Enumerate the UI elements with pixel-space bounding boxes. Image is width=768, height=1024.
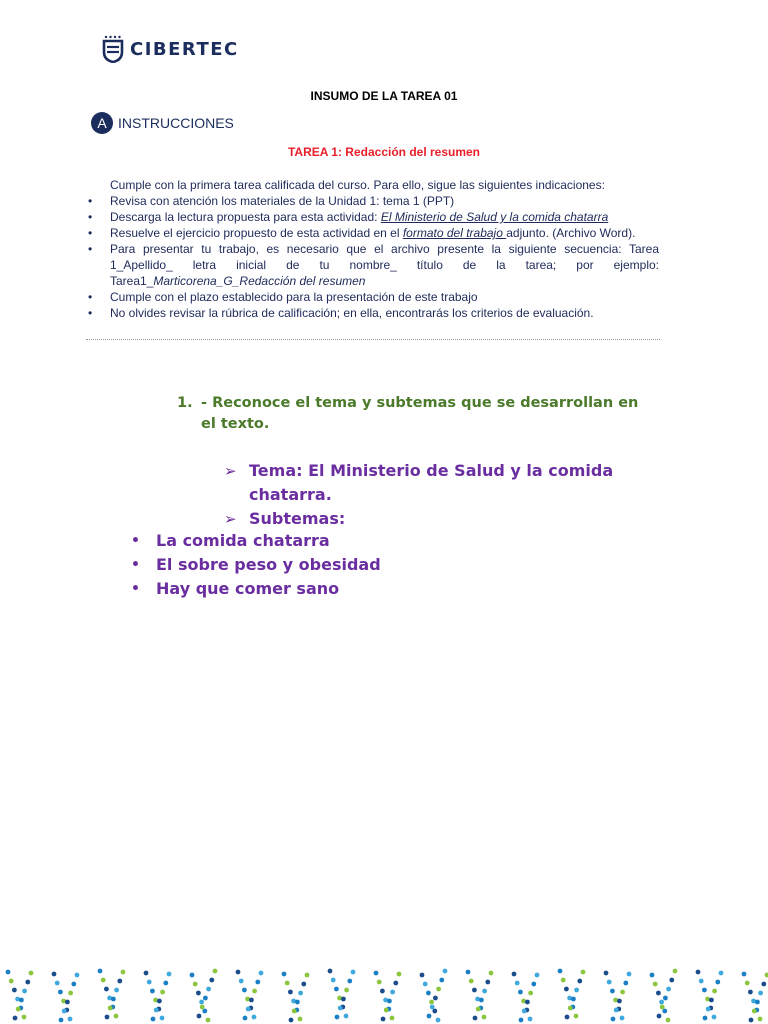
decorative-dot: [9, 979, 14, 984]
decorative-dot: [436, 987, 441, 992]
decorative-dot: [101, 978, 106, 983]
decorative-dot: [199, 1000, 204, 1005]
decorative-dot: [472, 988, 477, 993]
instructions-list: [86, 193, 659, 321]
decorative-dot: [614, 1008, 619, 1013]
decorative-dot: [712, 989, 717, 994]
decorative-dot: [758, 1017, 763, 1022]
decorative-dot: [338, 1006, 343, 1011]
decorative-dot: [657, 1014, 662, 1019]
instruction-item: [86, 305, 659, 321]
instruction-item: [86, 225, 659, 241]
decorative-dot: [469, 979, 474, 984]
decorative-dot: [433, 996, 438, 1001]
decorative-dot: [574, 1014, 579, 1019]
decorative-dot: [328, 969, 333, 974]
decorative-dot: [620, 990, 625, 995]
task-title: TAREA 1: Redacción del resumen: [287, 145, 481, 159]
decorative-dot: [259, 971, 264, 976]
tema-item: [224, 459, 644, 507]
decorative-dot: [482, 1015, 487, 1020]
subtopics-list: [131, 529, 381, 601]
subtemas-label: Subtemas:: [249, 509, 346, 528]
divider: [86, 339, 660, 340]
decorative-dot: [703, 1016, 708, 1021]
decorative-dot: [702, 988, 707, 993]
decorative-dot: [16, 1007, 21, 1012]
decorative-dot: [25, 980, 30, 985]
subtemas-item: [224, 507, 345, 531]
decorative-dot: [761, 982, 766, 987]
question-1: [177, 393, 657, 435]
decorative-dot: [755, 1000, 760, 1005]
decorative-dot: [699, 979, 704, 984]
decorative-dot: [167, 972, 172, 977]
decorative-dot: [289, 1018, 294, 1023]
decorative-dot: [344, 988, 349, 993]
instruction-text: Revisa con atención los materiales de la Unidad 1: tema 1 (PPT): [110, 194, 455, 208]
decorative-dot: [611, 1017, 616, 1022]
document-title: INSUMO DE LA TAREA 01: [310, 89, 458, 103]
decorative-dot: [432, 1009, 437, 1014]
decorative-dot: [742, 972, 747, 977]
section-header: [91, 112, 234, 134]
decorative-dot: [666, 987, 671, 992]
subtopic-item: • La comida chatarra: [131, 529, 381, 553]
decorative-dot: [384, 1008, 389, 1013]
decorative-dot: [29, 971, 34, 976]
decorative-dot: [242, 988, 247, 993]
decorative-dot: [429, 1000, 434, 1005]
decorative-dot: [581, 970, 586, 975]
decorative-dot: [577, 979, 582, 984]
decorative-dot: [111, 997, 116, 1002]
decorative-dot: [669, 978, 674, 983]
decorative-dot: [558, 969, 563, 974]
decorative-dot: [473, 1016, 478, 1021]
decorative-dot: [19, 998, 24, 1003]
logo-wordmark: CIBERTEC: [130, 38, 239, 60]
instruction-item: [86, 241, 659, 289]
decorative-dot: [209, 978, 214, 983]
decorative-dot: [98, 969, 103, 974]
decorative-dot: [749, 1018, 754, 1023]
decorative-dot: [610, 989, 615, 994]
decorative-dot: [12, 988, 17, 993]
decorative-dot: [151, 1017, 156, 1022]
decorative-dot: [236, 970, 241, 975]
decorative-dot: [255, 980, 260, 985]
decorative-dot: [393, 981, 398, 986]
decorative-dot: [147, 980, 152, 985]
decorative-dot: [282, 972, 287, 977]
decorative-dot: [715, 980, 720, 985]
decorative-dot: [381, 1017, 386, 1022]
decorative-dot: [190, 973, 195, 978]
decorative-dot: [380, 989, 385, 994]
decorative-dot: [13, 1016, 18, 1021]
decorative-dot: [752, 1009, 757, 1014]
decorative-dot: [673, 969, 678, 974]
instruction-text: No olvides revisar la rúbrica de calificación; en ella, encontrarás los criterios de evaluación.: [110, 306, 594, 320]
decorative-dot: [660, 1005, 665, 1010]
decorative-dot: [604, 971, 609, 976]
decorative-dot: [525, 1000, 530, 1005]
decorative-dot: [154, 1008, 159, 1013]
decorative-dot: [518, 990, 523, 995]
decorative-dot: [427, 1014, 432, 1019]
decorative-dot: [709, 998, 714, 1003]
decorative-dot: [298, 1017, 303, 1022]
instructions-intro: Cumple con la primera tarea calificada del curso. Para ello, sigue las siguientes indicaciones:: [110, 178, 605, 192]
filename-example: Marticorena_G_Redacción del resumen: [153, 274, 366, 288]
decorative-dot: [243, 1016, 248, 1021]
decorative-dot: [423, 982, 428, 987]
instruction-text: Cumple con el plazo establecido para la presentación de este trabajo: [110, 290, 478, 304]
decorative-dot: [627, 972, 632, 977]
decorative-dot: [160, 1016, 165, 1021]
decorative-dot: [196, 991, 201, 996]
decorative-dot: [479, 998, 484, 1003]
decorative-dot: [65, 1000, 70, 1005]
section-letter-badge: A: [91, 112, 113, 134]
decorative-dot: [62, 1009, 67, 1014]
decorative-dot: [748, 990, 753, 995]
decorative-dot: [295, 1000, 300, 1005]
decorative-dot: [163, 981, 168, 986]
decorative-dot: [55, 981, 60, 986]
decorative-dot: [246, 1007, 251, 1012]
decorative-dot: [620, 1016, 625, 1021]
section-label: INSTRUCCIONES: [118, 115, 234, 131]
decorative-dot: [150, 989, 155, 994]
cibertec-shield-icon: [102, 35, 124, 63]
instruction-item: [86, 289, 659, 305]
reading-link[interactable]: El Ministerio de Salud y la comida chatarra: [380, 210, 609, 224]
decorative-dot: [571, 997, 576, 1002]
arrow-bullet-icon: ➢: [224, 462, 237, 480]
decorative-dot: [252, 1015, 257, 1020]
decorative-dot: [52, 972, 57, 977]
decorative-dot: [607, 980, 612, 985]
decorative-dot: [535, 973, 540, 978]
decorative-dot: [105, 1015, 110, 1020]
decorative-dot: [568, 1006, 573, 1011]
decorative-dot: [249, 998, 254, 1003]
decorative-dot: [193, 982, 198, 987]
decorative-dot: [68, 1017, 73, 1022]
decorative-dot: [745, 981, 750, 986]
decorative-dot: [561, 978, 566, 983]
subtopic-item: • El sobre peso y obesidad: [131, 553, 381, 577]
decorative-dot: [292, 1009, 297, 1014]
subtopic-item: • Hay que comer sano: [131, 577, 381, 601]
decorative-dot: [489, 971, 494, 976]
decorative-dot: [75, 973, 80, 978]
decorative-dot: [519, 1018, 524, 1023]
decorative-dot: [22, 989, 27, 994]
decorative-dot: [430, 1005, 435, 1010]
decorative-dot: [104, 987, 109, 992]
decorative-dot: [565, 1015, 570, 1020]
decorative-dot: [301, 982, 306, 987]
decorative-dot: [117, 979, 122, 984]
decorative-dot: [476, 1007, 481, 1012]
decorative-dot: [203, 996, 208, 1001]
decorative-dot: [466, 970, 471, 975]
decorative-dot: [653, 982, 658, 987]
decorative-dot: [696, 970, 701, 975]
decorative-dot: [114, 1014, 119, 1019]
decorative-dot: [121, 970, 126, 975]
decorative-dot: [515, 981, 520, 986]
question-number: 1.: [177, 395, 193, 411]
question-text: - Reconoce el tema y subtemas que se desarrollan en el texto.: [201, 395, 639, 432]
decorative-dot-pattern: [0, 965, 768, 1024]
decorative-dot: [390, 1016, 395, 1021]
decorative-dot: [108, 1006, 113, 1011]
decorative-dot: [160, 990, 165, 995]
decorative-dot: [531, 982, 536, 987]
decorative-dot: [68, 991, 73, 996]
decorative-dot: [623, 981, 628, 986]
decorative-dot: [305, 973, 310, 978]
decorative-dot: [650, 973, 655, 978]
decorative-dot: [617, 999, 622, 1004]
decorative-dot: [443, 969, 448, 974]
arrow-bullet-icon: ➢: [224, 510, 237, 528]
decorative-dot: [522, 1009, 527, 1014]
decorative-dot: [426, 991, 431, 996]
decorative-dot: [206, 1018, 211, 1023]
decorative-dot: [758, 991, 763, 996]
decorative-dot: [574, 988, 579, 993]
decorative-dot: [387, 999, 392, 1004]
decorative-dot: [334, 987, 339, 992]
decorative-dot: [659, 1000, 664, 1005]
decorative-dot: [663, 996, 668, 1001]
decorative-dot: [157, 999, 162, 1004]
decorative-dot: [71, 982, 76, 987]
decorative-dot: [206, 987, 211, 992]
decorative-dot: [331, 978, 336, 983]
decorative-dot: [719, 971, 724, 976]
decorative-dot: [512, 972, 517, 977]
decorative-dot: [482, 989, 487, 994]
instruction-text: Para presentar tu trabajo, es necesario que el archivo presente la siguiente secuencia: Tarea 1_Apellido_ letra inicial de tu nombre_ título de la tarea; por ejemplo: Tarea1_: [110, 242, 659, 288]
decorative-dot: [712, 1015, 717, 1020]
cibertec-logo: [102, 34, 239, 64]
decorative-dot: [528, 1017, 533, 1022]
decorative-dot: [666, 1018, 671, 1023]
decorative-dot: [114, 988, 119, 993]
decorative-dot: [374, 971, 379, 976]
instruction-item: [86, 209, 659, 225]
decorative-dot: [706, 1007, 711, 1012]
instruction-text: Resuelve el ejercicio propuesto de esta actividad en el: [110, 226, 403, 240]
decorative-dot: [397, 972, 402, 977]
decorative-dot: [528, 991, 533, 996]
decorative-dot: [377, 980, 382, 985]
instruction-text: Descarga la lectura propuesta para esta actividad:: [110, 210, 381, 224]
decorative-dot: [656, 991, 661, 996]
decorative-dot: [347, 979, 352, 984]
decorative-dot: [202, 1009, 207, 1014]
decorative-dot: [485, 980, 490, 985]
decorative-dot: [288, 990, 293, 995]
decorative-dot: [344, 1014, 349, 1019]
decorative-dot: [662, 1009, 667, 1014]
decorative-dot: [239, 979, 244, 984]
decorative-dot: [341, 997, 346, 1002]
decorative-dot: [59, 1018, 64, 1023]
decorative-dot: [6, 970, 11, 975]
decorative-dot: [420, 973, 425, 978]
decorative-dot: [213, 969, 218, 974]
instruction-text: adjunto. (Archivo Word).: [506, 226, 636, 240]
decorative-dot: [285, 981, 290, 986]
decorative-dot: [22, 1015, 27, 1020]
decorative-dot: [439, 978, 444, 983]
decorative-dot: [351, 970, 356, 975]
decorative-dot: [335, 1015, 340, 1020]
decorative-dot: [200, 1005, 205, 1010]
decorative-dot: [390, 990, 395, 995]
decorative-dot: [298, 991, 303, 996]
decorative-dot: [144, 971, 149, 976]
decorative-dot: [58, 990, 63, 995]
decorative-dot: [197, 1014, 202, 1019]
tema-text: Tema: El Ministerio de Salud y la comida chatarra.: [249, 461, 614, 504]
instructions-block: [86, 177, 659, 321]
instruction-item: [86, 193, 659, 209]
format-link[interactable]: formato del trabajo: [402, 226, 507, 240]
decorative-dot: [765, 973, 768, 978]
decorative-dot: [436, 1018, 441, 1023]
decorative-dot: [564, 987, 569, 992]
decorative-dot: [252, 989, 257, 994]
